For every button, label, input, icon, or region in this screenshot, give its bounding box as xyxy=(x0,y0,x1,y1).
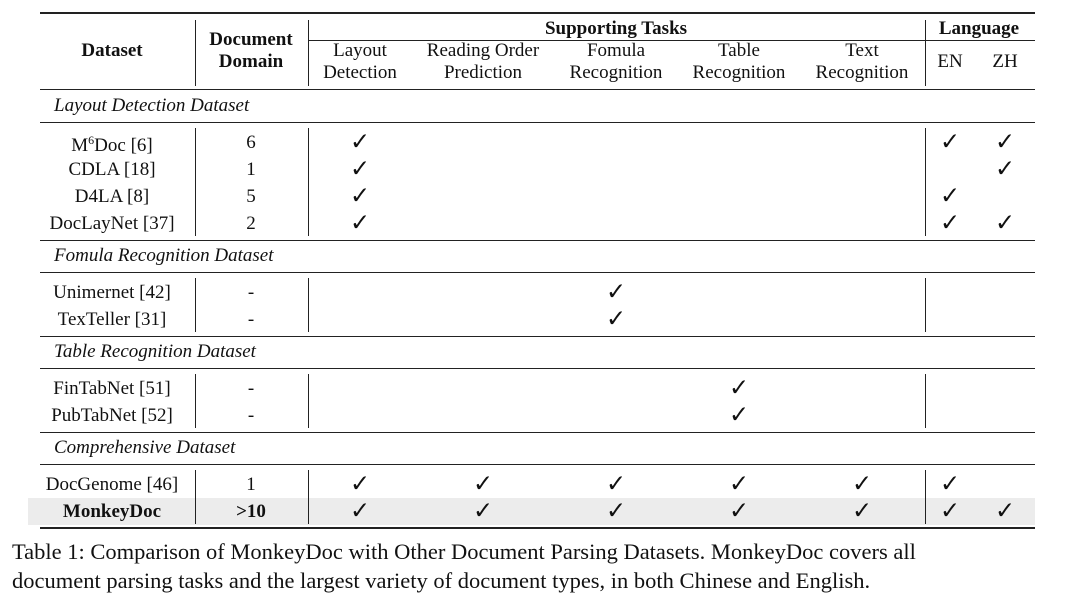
section-rule xyxy=(40,464,1035,465)
header-language-zh: ZH xyxy=(992,51,1018,72)
bottom-rule xyxy=(40,527,1035,529)
checkmark-icon: ✓ xyxy=(939,496,961,525)
checkmark-icon: ✓ xyxy=(349,181,371,210)
divider xyxy=(195,128,196,236)
dataset-name-text: TexTeller [31] xyxy=(57,308,167,330)
dataset-name xyxy=(53,282,171,304)
checkmark-icon: ✓ xyxy=(605,277,627,306)
document-domain: 2 xyxy=(246,212,256,234)
checkmark-icon: ✓ xyxy=(472,469,494,498)
divider xyxy=(308,470,309,524)
header-domain-line2: Domain xyxy=(218,51,284,72)
dataset-name-text: MonkeyDoc xyxy=(62,500,162,522)
dataset-name xyxy=(71,128,152,156)
divider xyxy=(925,128,926,236)
header-rule xyxy=(40,89,1035,90)
dataset-name xyxy=(46,474,178,496)
divider xyxy=(925,374,926,428)
checkmark-icon: ✓ xyxy=(349,208,371,237)
dataset-name xyxy=(63,501,161,523)
section-title: Fomula Recognition Dataset xyxy=(54,245,274,266)
dataset-name xyxy=(75,186,149,208)
header-domain-line1: Document xyxy=(209,29,293,50)
header-task-line2: Recognition xyxy=(815,62,909,83)
header-task-line1: Reading Order xyxy=(426,40,540,61)
header-task-line2: Prediction xyxy=(443,62,523,83)
checkmark-icon: ✓ xyxy=(939,208,961,237)
table-caption-line1: Table 1: Comparison of MonkeyDoc with Other Document Parsing Datasets. MonkeyDoc covers all xyxy=(12,539,916,564)
header-task-line1: Text xyxy=(845,40,879,61)
checkmark-icon: ✓ xyxy=(939,127,961,156)
document-domain: >10 xyxy=(236,500,266,522)
checkmark-icon: ✓ xyxy=(728,469,750,498)
document-domain: 1 xyxy=(246,473,256,495)
checkmark-icon: ✓ xyxy=(939,181,961,210)
divider xyxy=(925,278,926,332)
document-domain: - xyxy=(247,281,255,303)
header-supporting-tasks: Supporting Tasks xyxy=(544,18,688,39)
table-caption-line2: document parsing tasks and the largest variety of document types, in both Chinese and English. xyxy=(12,568,871,593)
header-task-line1: Fomula xyxy=(586,40,646,61)
dataset-name xyxy=(51,405,173,427)
checkmark-icon: ✓ xyxy=(994,127,1016,156)
checkmark-icon: ✓ xyxy=(349,127,371,156)
dataset-name-text: M xyxy=(71,134,89,156)
document-domain: - xyxy=(247,377,255,399)
header-task-line2: Recognition xyxy=(692,62,786,83)
header-language: Language xyxy=(938,18,1020,39)
header-task-line1: Table xyxy=(718,40,760,61)
header-dataset: Dataset xyxy=(81,40,143,61)
checkmark-icon: ✓ xyxy=(728,373,750,402)
dataset-name-text: DocLayNet [37] xyxy=(49,212,175,234)
section-end-rule xyxy=(40,336,1035,337)
header-task-line2: Recognition xyxy=(569,62,663,83)
dataset-name-text: D4LA [8] xyxy=(74,185,150,207)
header-language-en: EN xyxy=(937,51,963,72)
checkmark-icon: ✓ xyxy=(994,208,1016,237)
dataset-name xyxy=(53,378,170,400)
checkmark-icon: ✓ xyxy=(472,496,494,525)
checkmark-icon: ✓ xyxy=(349,496,371,525)
document-domain: 6 xyxy=(246,131,256,153)
dataset-name-text: Unimernet [42] xyxy=(53,281,171,303)
section-title: Layout Detection Dataset xyxy=(54,95,250,116)
document-domain: - xyxy=(247,404,255,426)
checkmark-icon: ✓ xyxy=(851,469,873,498)
divider xyxy=(195,470,196,524)
divider xyxy=(308,128,309,236)
header-task-line1: Layout xyxy=(333,40,387,61)
divider xyxy=(195,20,196,86)
document-domain: 5 xyxy=(246,185,256,207)
checkmark-icon: ✓ xyxy=(349,154,371,183)
checkmark-icon: ✓ xyxy=(994,154,1016,183)
section-end-rule xyxy=(40,240,1035,241)
document-domain: 1 xyxy=(246,158,256,180)
checkmark-icon: ✓ xyxy=(349,469,371,498)
divider xyxy=(308,20,309,86)
header-task-line2: Detection xyxy=(323,62,397,83)
divider xyxy=(925,470,926,524)
divider xyxy=(195,278,196,332)
dataset-name-text: PubTabNet [52] xyxy=(51,404,173,426)
section-rule xyxy=(40,368,1035,369)
divider xyxy=(308,374,309,428)
dataset-name xyxy=(49,213,174,235)
section-rule xyxy=(40,272,1035,273)
dataset-name xyxy=(58,309,167,331)
section-rule xyxy=(40,122,1035,123)
top-rule xyxy=(40,12,1035,14)
dataset-name-rest: Doc [6] xyxy=(94,134,153,156)
divider xyxy=(308,278,309,332)
dataset-name-text: DocGenome [46] xyxy=(45,473,179,495)
checkmark-icon: ✓ xyxy=(851,496,873,525)
section-end-rule xyxy=(40,432,1035,433)
section-title: Table Recognition Dataset xyxy=(54,341,256,362)
section-title: Comprehensive Dataset xyxy=(54,437,236,458)
checkmark-icon: ✓ xyxy=(939,469,961,498)
language-underline xyxy=(926,40,1035,41)
document-domain: - xyxy=(247,308,255,330)
checkmark-icon: ✓ xyxy=(605,496,627,525)
checkmark-icon: ✓ xyxy=(728,400,750,429)
dataset-name-text: FinTabNet [51] xyxy=(53,377,171,399)
dataset-name xyxy=(68,159,155,181)
superscript: 6 xyxy=(88,132,95,147)
checkmark-icon: ✓ xyxy=(728,496,750,525)
checkmark-icon: ✓ xyxy=(994,496,1016,525)
checkmark-icon: ✓ xyxy=(605,304,627,333)
divider xyxy=(195,374,196,428)
checkmark-icon: ✓ xyxy=(605,469,627,498)
divider xyxy=(925,20,926,86)
highlight-row-bg xyxy=(28,498,1035,525)
dataset-name-text: CDLA [18] xyxy=(68,158,156,180)
